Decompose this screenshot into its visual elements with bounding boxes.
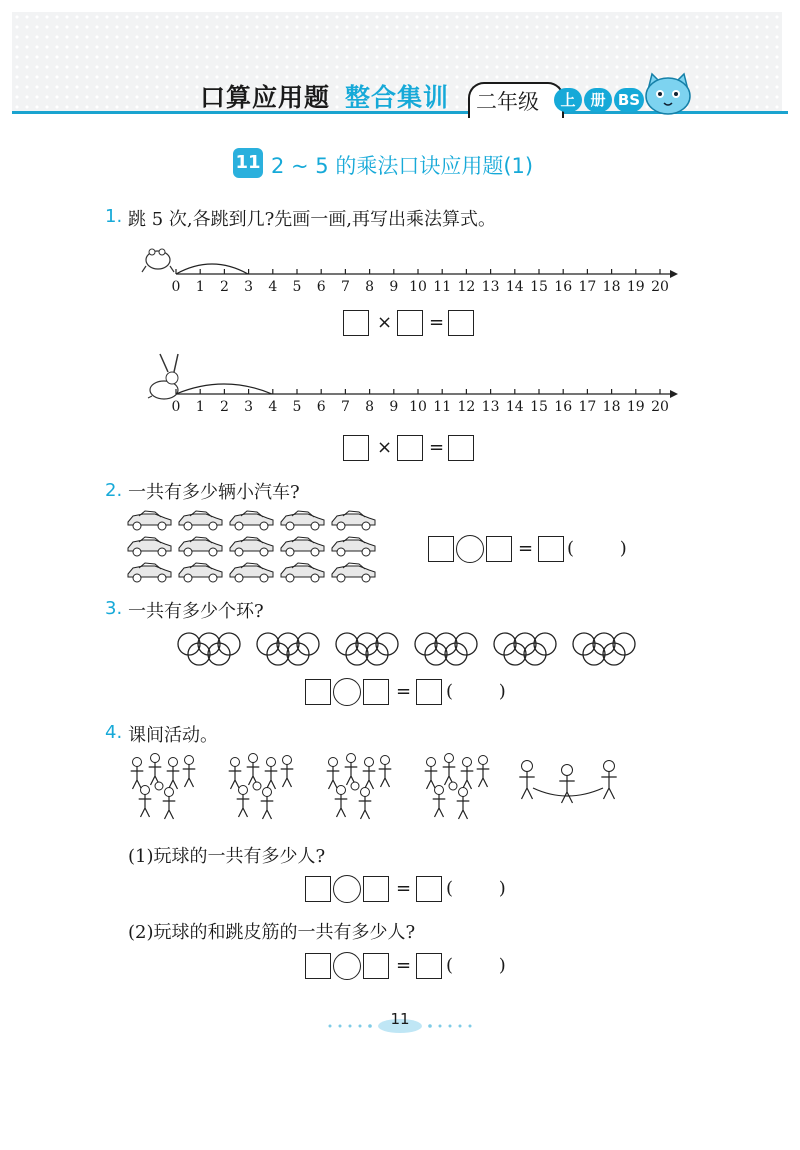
- number-line-rabbit: [138, 350, 683, 430]
- car-icon: [281, 537, 324, 556]
- times-sign: ×: [377, 312, 393, 333]
- tick-label: 4: [268, 279, 278, 295]
- tick-label: 1: [195, 399, 205, 415]
- tick-label: 4: [268, 399, 278, 415]
- page-number: 11: [390, 1010, 410, 1028]
- car-icon: [332, 511, 375, 530]
- frog-icon: [142, 249, 174, 272]
- car-icon: [230, 563, 273, 582]
- answer-box[interactable]: [397, 310, 423, 336]
- operator-circle[interactable]: [456, 535, 484, 563]
- tick-label: 11: [433, 279, 452, 295]
- car-icon: [332, 563, 375, 582]
- tick-label: 12: [457, 279, 476, 295]
- ring-group-icon: [415, 633, 477, 665]
- car-icon: [128, 537, 171, 556]
- car-icon: [179, 511, 222, 530]
- answer-box[interactable]: [416, 953, 442, 979]
- volume-badge: 上: [554, 88, 582, 112]
- tick-label: 14: [505, 279, 524, 295]
- tick-label: 15: [530, 279, 548, 295]
- car-icon: [179, 537, 222, 556]
- question-3-number: 3.: [105, 598, 123, 619]
- question-1-text: 跳 5 次,各跳到几?先画一画,再写出乘法算式。: [128, 209, 496, 230]
- tick-label: 3: [244, 399, 254, 415]
- book-title-highlight: 整合集训: [345, 83, 450, 112]
- tick-label: 16: [554, 399, 573, 415]
- car-icon: [281, 563, 324, 582]
- answer-box[interactable]: [538, 536, 564, 562]
- equals-sign: =: [518, 538, 534, 559]
- question-4-number: 4.: [105, 722, 123, 743]
- answer-box[interactable]: [363, 953, 389, 979]
- ring-group-icon: [178, 633, 240, 665]
- question-4-text: 课间活动。: [128, 725, 218, 746]
- unit-parentheses: ( ): [446, 878, 506, 899]
- answer-box[interactable]: [448, 435, 474, 461]
- ring-group-icon: [257, 633, 319, 665]
- tick-label: 17: [578, 279, 597, 295]
- ball-players-icon: [327, 754, 392, 820]
- answer-box[interactable]: [343, 310, 369, 336]
- rabbit-icon: [148, 354, 178, 399]
- sub-question-2: (2)玩球的和跳皮筋的一共有多少人?: [128, 922, 416, 943]
- car-icon: [128, 511, 171, 530]
- answer-box[interactable]: [416, 876, 442, 902]
- equals-sign: =: [396, 681, 412, 702]
- answer-box[interactable]: [416, 679, 442, 705]
- equals-sign: =: [396, 878, 412, 899]
- operator-circle[interactable]: [333, 678, 361, 706]
- answer-box[interactable]: [363, 876, 389, 902]
- answer-box[interactable]: [305, 679, 331, 705]
- tick-label: 18: [602, 279, 621, 295]
- tick-label: 11: [433, 399, 452, 415]
- tick-label: 10: [409, 399, 427, 415]
- lesson-number-badge: 11: [233, 148, 263, 178]
- grade-label: 二年级: [476, 90, 539, 114]
- times-sign: ×: [377, 437, 393, 458]
- answer-box[interactable]: [486, 536, 512, 562]
- question-3-text: 一共有多少个环?: [128, 601, 264, 622]
- car-icon: [128, 563, 171, 582]
- ball-players-icon: [425, 754, 490, 820]
- answer-box[interactable]: [363, 679, 389, 705]
- question-2-number: 2.: [105, 480, 123, 501]
- ball-players-icon: [229, 754, 294, 820]
- tick-label: 6: [316, 279, 326, 295]
- tick-label: 17: [578, 399, 597, 415]
- equals-sign: =: [429, 437, 445, 458]
- answer-box[interactable]: [305, 953, 331, 979]
- tick-label: 6: [316, 399, 326, 415]
- tick-label: 8: [365, 279, 375, 295]
- tick-label: 5: [292, 399, 302, 415]
- tick-label: 19: [626, 399, 645, 415]
- unit-parentheses: ( ): [446, 681, 506, 702]
- answer-box[interactable]: [397, 435, 423, 461]
- answer-box[interactable]: [343, 435, 369, 461]
- activity-picture: [125, 752, 635, 827]
- tick-label: 7: [340, 279, 350, 295]
- volume-badge-2: 册: [584, 88, 612, 112]
- tick-label: 9: [389, 279, 399, 295]
- cat-mascot-icon: [640, 70, 696, 118]
- tick-label: 5: [292, 279, 302, 295]
- tick-label: 20: [651, 279, 669, 295]
- operator-circle[interactable]: [333, 875, 361, 903]
- unit-parentheses: ( ): [446, 955, 506, 976]
- book-title: 口算应用题: [200, 83, 331, 112]
- ring-group-icon: [494, 633, 556, 665]
- question-2-text: 一共有多少辆小汽车?: [128, 482, 300, 503]
- unit-parentheses: ( ): [567, 538, 627, 559]
- car-icon: [281, 511, 324, 530]
- operator-circle[interactable]: [333, 952, 361, 980]
- edition-badge: BS: [614, 88, 644, 112]
- ring-group-icon: [573, 633, 635, 665]
- cars-picture: [125, 508, 385, 586]
- answer-box[interactable]: [305, 876, 331, 902]
- tick-label: 14: [505, 399, 524, 415]
- tick-label: 20: [651, 399, 669, 415]
- question-1-number: 1.: [105, 206, 123, 227]
- answer-box[interactable]: [448, 310, 474, 336]
- equals-sign: =: [429, 312, 445, 333]
- tick-label: 19: [626, 279, 645, 295]
- tick-label: 13: [481, 279, 500, 295]
- number-line-frog: [138, 240, 683, 300]
- lesson-title: 2 ~ 5 的乘法口诀应用题(1): [271, 154, 534, 178]
- ball-players-icon: [131, 754, 196, 820]
- tick-label: 0: [171, 279, 181, 295]
- tick-label: 15: [530, 399, 548, 415]
- tick-label: 13: [481, 399, 500, 415]
- tick-label: 8: [365, 399, 375, 415]
- equals-sign: =: [396, 955, 412, 976]
- tick-label: 1: [195, 279, 205, 295]
- car-icon: [230, 537, 273, 556]
- tick-label: 7: [340, 399, 350, 415]
- rings-picture: [175, 628, 645, 668]
- tick-label: 18: [602, 399, 621, 415]
- tick-label: 0: [171, 399, 181, 415]
- car-icon: [179, 563, 222, 582]
- tick-label: 12: [457, 399, 476, 415]
- tick-label: 16: [554, 279, 573, 295]
- car-icon: [332, 537, 375, 556]
- tick-label: 9: [389, 399, 399, 415]
- tick-label: 10: [409, 279, 427, 295]
- tick-label: 2: [219, 399, 229, 415]
- answer-box[interactable]: [428, 536, 454, 562]
- jump-rope-icon: [519, 761, 616, 804]
- sub-question-1: (1)玩球的一共有多少人?: [128, 846, 326, 867]
- tick-label: 3: [244, 279, 254, 295]
- ring-group-icon: [336, 633, 398, 665]
- car-icon: [230, 511, 273, 530]
- tick-label: 2: [219, 279, 229, 295]
